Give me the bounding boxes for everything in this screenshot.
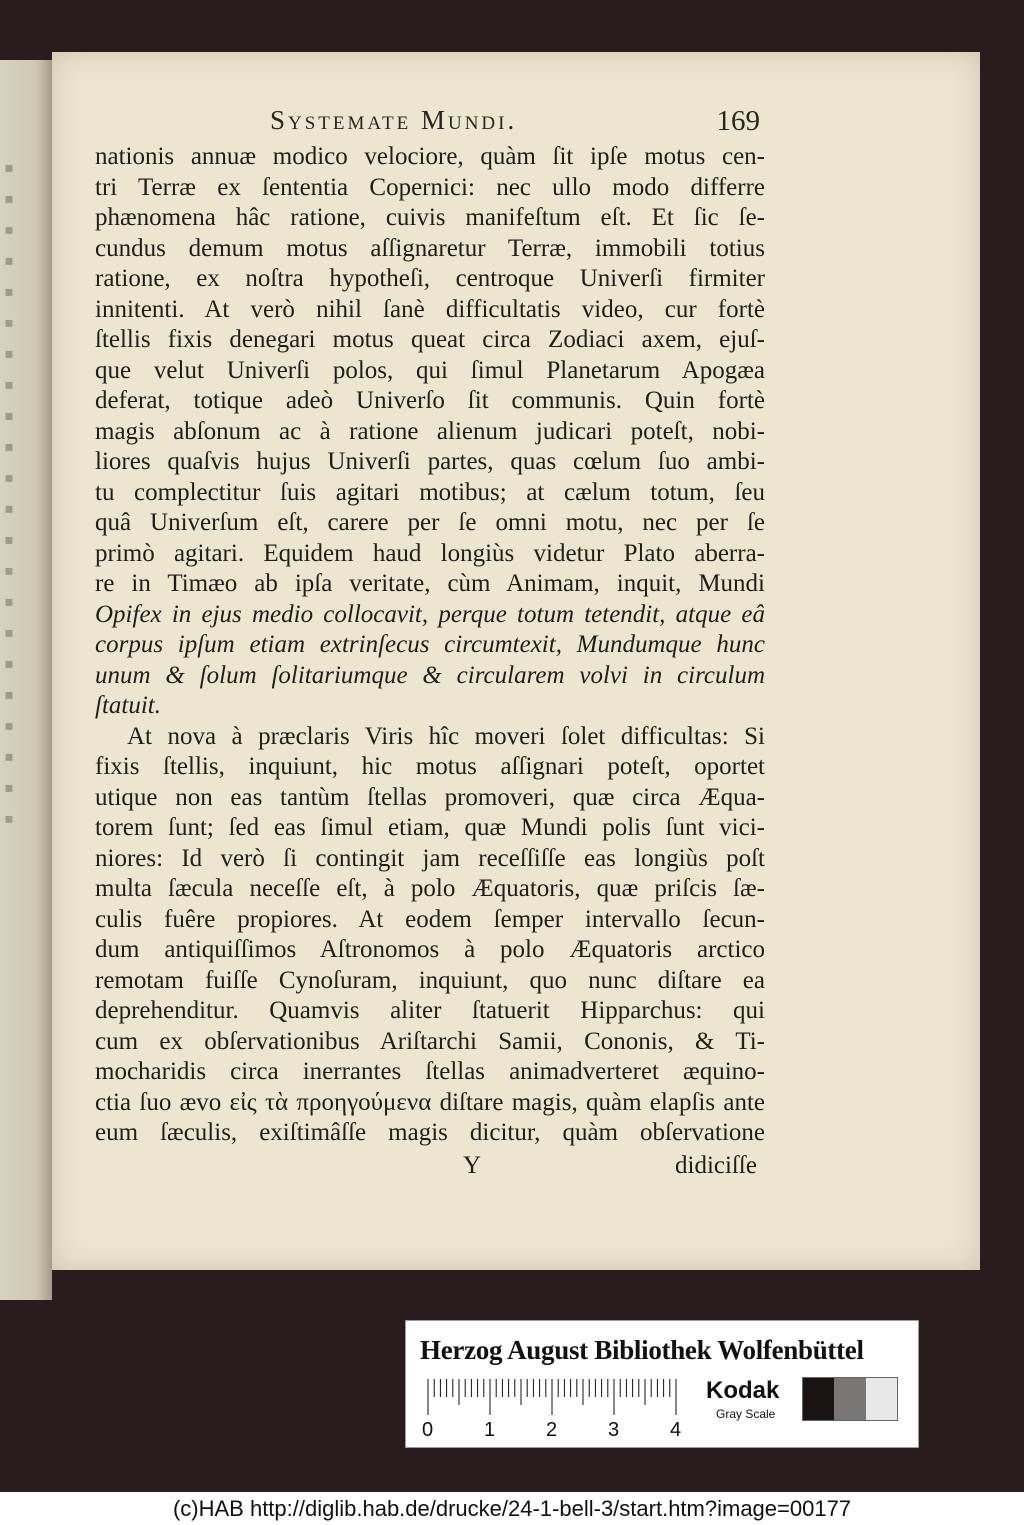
previous-page-glyph: ▪ xyxy=(4,401,14,432)
text-line: eum ſæculis, exiſtimâſſe magis dicitur, quàm obſervatione xyxy=(95,1119,765,1146)
text-line: culis fuêre propiores. At eodem ſemper intervallo ſecun- xyxy=(95,905,765,933)
running-title: Systemate Mundi. xyxy=(270,105,518,135)
text-line: Opifex in ejus medio collocavit, perque totum tetendit, atque eâ xyxy=(95,600,765,628)
ruler-scale xyxy=(424,1377,694,1417)
gray-scale-label: Gray Scale xyxy=(716,1407,776,1421)
text-line: ratione, ex noſtra hypotheſi, centroque Univerſi firmiter xyxy=(95,265,765,292)
text-line: que velut Univerſi polos, qui ſimul Planetarum Apogæa xyxy=(95,356,765,384)
text-line: magis abſonum ac à ratione alienum judicari poteſt, nobi- xyxy=(95,417,765,445)
text-line: ſtatuit. xyxy=(95,692,161,719)
previous-page-glyph: ▪ xyxy=(4,246,14,277)
text-line: corpus ipſum etiam extrinſecus circumtexit, Mundumque hunc xyxy=(95,631,765,658)
text-line: quâ Univerſum eſt, carere per ſe omni motu, nec per ſe xyxy=(95,509,765,536)
page-number: 169 xyxy=(716,105,760,137)
text-line: dum antiquiſſimos Aſtronomos à polo Æquatoris arctico xyxy=(95,936,765,963)
credit-line: (c)HAB http://diglib.hab.de/drucke/24-1-bell-3/start.htm?image=00177 xyxy=(0,1492,1024,1525)
previous-page-glyph: ▪ xyxy=(4,711,14,742)
previous-page-glyph: ▪ xyxy=(4,649,14,680)
text-line: unum & ſolum ſolitariumque & circularem volvi in circulum xyxy=(95,661,765,689)
previous-page-glyph: ▪ xyxy=(4,308,14,339)
previous-page-glyph: ▪ xyxy=(4,215,14,246)
text-line: niores: Id verò ſi contingit jam receſſiſſe eas longiùs poſt xyxy=(95,844,765,872)
text-line: torem ſunt; ſed eas ſimul etiam, quæ Mundi polis ſunt vici- xyxy=(95,814,765,841)
ruler-number: 1 xyxy=(484,1419,496,1441)
ruler-number: 4 xyxy=(670,1419,682,1441)
text-line: liores quaſvis hujus Univerſi partes, quas cœlum ſuo ambi- xyxy=(95,448,765,475)
text-line: remotam fuiſſe Cynoſuram, inquiunt, quo nunc diſtare ea xyxy=(95,966,765,994)
text-line: multa ſæcula neceſſe eſt, à polo Æquatoris, quæ priſcis ſæ- xyxy=(95,875,765,902)
text-line: tu complectitur ſuis agitari motibus; at cælum totum, ſeu xyxy=(95,478,765,506)
previous-page-glyph: ▪ xyxy=(4,432,14,463)
text-line: primò agitari. Equidem haud longiùs videtur Plato aberra- xyxy=(95,539,765,567)
previous-page-glyph: ▪ xyxy=(4,277,14,308)
catchword: didiciſſe xyxy=(675,1152,757,1179)
previous-page-glyph: ▪ xyxy=(4,773,14,804)
gray-scale-patches xyxy=(802,1377,898,1421)
text-line: utique non eas tantùm ſtellas promoveri, quæ circa Æqua- xyxy=(95,783,765,811)
previous-page-glyph: ▪ xyxy=(4,339,14,370)
text-line: mocharidis circa inerrantes ſtellas animadverteret æquino- xyxy=(95,1058,765,1085)
text-line: deferat, totique adeò Univerſo ſit communis. Quin fortè xyxy=(95,387,765,414)
previous-page-glyph: ▪ xyxy=(4,587,14,618)
previous-page-glyph: ▪ xyxy=(4,153,14,184)
previous-page-glyph: ▪ xyxy=(4,556,14,587)
previous-page-glyph: ▪ xyxy=(4,618,14,649)
text-line: tri Terræ ex ſententia Copernici: nec ullo modo differre xyxy=(95,173,765,201)
ruler-number: 2 xyxy=(546,1419,558,1441)
text-line: re in Timæo ab ipſa veritate, cùm Animam, inquit, Mundi xyxy=(95,570,765,597)
text-line: deprehenditur. Quamvis aliter ſtatuerit Hipparchus: qui xyxy=(95,997,765,1024)
color-calibration-card xyxy=(405,1320,919,1448)
text-line: cum ex obſervationibus Ariſtarchi Samii, Cononis, & Ti- xyxy=(95,1027,765,1055)
gray-patch xyxy=(866,1378,897,1420)
previous-page-glyph: ▪ xyxy=(4,680,14,711)
text-line: At nova à præclaris Viris hîc moveri ſolet difficultas: Si xyxy=(127,722,765,750)
previous-page-glyph: ▪ xyxy=(4,494,14,525)
kodak-logo: Kodak xyxy=(706,1377,780,1404)
ruler-number: 0 xyxy=(422,1419,434,1441)
text-line: ſtellis fixis denegari motus queat circa Zodiaci axem, ejuſ- xyxy=(95,326,765,353)
text-line: phænomena hâc ratione, cuivis manifeſtum eſt. Et ſic ſe- xyxy=(95,204,765,231)
body-text xyxy=(95,142,765,1149)
signature-mark: Y xyxy=(463,1152,482,1179)
gray-patch xyxy=(834,1378,865,1420)
text-line: nationis annuæ modico velociore, quàm ſit ipſe motus cen- xyxy=(95,143,765,170)
text-line: fixis ſtellis, inquiunt, hic motus aſſignari poteſt, oportet xyxy=(95,753,765,780)
previous-page-glyph: ▪ xyxy=(4,804,14,835)
running-head xyxy=(270,105,760,141)
text-line: ctia ſuo ævo εἰς τὰ προηγούμενα diſtare magis, quàm elapſis ante xyxy=(95,1088,765,1116)
previous-page-glyph: ▪ xyxy=(4,463,14,494)
previous-page-glyph: ▪ xyxy=(4,525,14,556)
text-line: innitenti. At verò nihil ſanè difficultatis video, cur fortè xyxy=(95,295,765,323)
gray-patch xyxy=(803,1378,834,1420)
text-line: cundus demum motus aſſignaretur Terræ, immobili totius xyxy=(95,234,765,262)
previous-page-glyph: ▪ xyxy=(4,742,14,773)
library-name: Herzog August Bibliothek Wolfenbüttel xyxy=(420,1335,864,1365)
previous-page-edge xyxy=(0,60,52,1300)
previous-page-glyph: ▪ xyxy=(4,184,14,215)
ruler-number: 3 xyxy=(608,1419,620,1441)
previous-page-glyph: ▪ xyxy=(4,370,14,401)
